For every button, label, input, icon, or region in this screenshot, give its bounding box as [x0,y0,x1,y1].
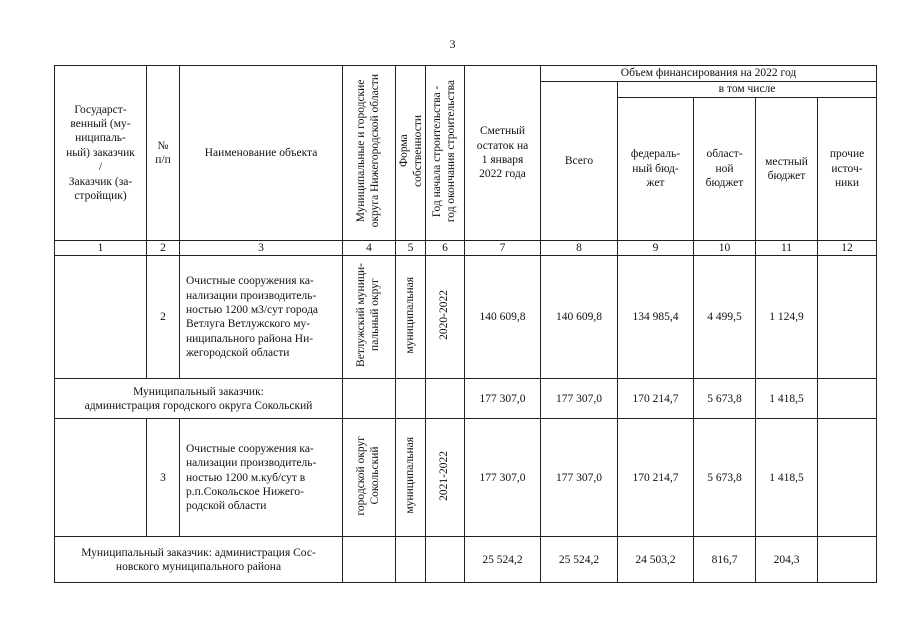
regional-budget: 4 499,5 [694,256,756,379]
federal-budget: 134 985,4 [618,256,694,379]
local-budget: 204,3 [756,537,818,583]
object-name: Очистные сооружения ка- нализации производитель- ностью 1200 м3/сут города Ветлуга Ветлужского му- ниципального района Ни- жегородской области [180,256,343,379]
object-name: Очистные сооружения ка- нализации производитель- ностью 1200 м.куб/сут в р.п.Сокольское Нижего- родской области [180,419,343,537]
other-sources [818,379,877,419]
header-num: № п/п [147,66,180,241]
header-federal: федераль- ный бюд- жет [618,98,694,241]
column-number-row [55,241,877,256]
table-row [55,256,877,379]
table-row [55,537,877,583]
regional-budget: 5 673,8 [694,379,756,419]
customer-cell [55,256,147,379]
financing-table [54,65,877,583]
other-sources [818,419,877,537]
federal-budget: 24 503,2 [618,537,694,583]
header-including: в том числе [618,82,877,98]
header-ownership: Форма собственности [398,114,424,187]
header-total: Всего [541,82,618,241]
other-sources [818,537,877,583]
row-num: 3 [147,419,180,537]
customer-label: Муниципальный заказчик: администрация Сос- новского муниципального района [55,537,343,583]
other-sources [818,256,877,379]
years: 2020-2022 [438,290,451,341]
ownership: муниципальная [403,437,416,514]
estimated-balance: 25 524,2 [465,537,541,583]
ownership-cell [396,419,426,537]
column-number: 2 [147,241,180,256]
column-number: 9 [618,241,694,256]
column-number: 1 [55,241,147,256]
column-number: 10 [694,241,756,256]
municipality-cell [343,419,396,537]
regional-budget: 816,7 [694,537,756,583]
estimated-balance: 177 307,0 [465,379,541,419]
column-number: 12 [818,241,877,256]
table-row [55,379,877,419]
column-number: 4 [343,241,396,256]
header-years-cell [426,66,465,241]
header-financing-volume: Объем финансирования на 2022 год [541,66,877,82]
total: 177 307,0 [541,379,618,419]
table-row [55,419,877,537]
column-number: 7 [465,241,541,256]
header-regional: област- ной бюджет [694,98,756,241]
header-object-name: Наименование объекта [180,66,343,241]
estimated-balance: 177 307,0 [465,419,541,537]
column-number: 11 [756,241,818,256]
years-cell [426,256,465,379]
customer-cell [55,419,147,537]
header-municipality-cell [343,66,396,241]
municipality-cell [343,256,396,379]
local-budget: 1 418,5 [756,379,818,419]
total: 140 609,8 [541,256,618,379]
header-ownership-cell [396,66,426,241]
years-cell [426,419,465,537]
header-municipality: Муниципальные и городские округа Нижегородской области [355,74,381,228]
local-budget: 1 418,5 [756,419,818,537]
ownership-cell [396,256,426,379]
header-customer: Государст- венный (му- ниципаль- ный) заказчик / Заказчик (за- стройщик) [55,66,147,241]
regional-budget: 5 673,8 [694,419,756,537]
column-number: 6 [426,241,465,256]
header-other: прочие источ- ники [818,98,877,241]
ownership: муниципальная [403,276,416,354]
municipality: Ветлужский муници- пальный округ [355,263,381,368]
local-budget: 1 124,9 [756,256,818,379]
years: 2021-2022 [438,450,451,501]
total: 25 524,2 [541,537,618,583]
federal-budget: 170 214,7 [618,419,694,537]
total: 177 307,0 [541,419,618,537]
header-local: местный бюджет [756,98,818,241]
page-number: 3 [449,37,456,51]
row-num: 2 [147,256,180,379]
column-number: 8 [541,241,618,256]
column-number: 3 [180,241,343,256]
municipality: городской округ Сокольский [355,435,381,516]
estimated-balance: 140 609,8 [465,256,541,379]
customer-label: Муниципальный заказчик: администрация городского округа Сокольский [55,379,343,419]
header-years: Год начала строительства - год окончания строительства [431,79,457,222]
header-estimated-balance: Сметный остаток на 1 января 2022 года [465,66,541,241]
column-number: 5 [396,241,426,256]
federal-budget: 170 214,7 [618,379,694,419]
